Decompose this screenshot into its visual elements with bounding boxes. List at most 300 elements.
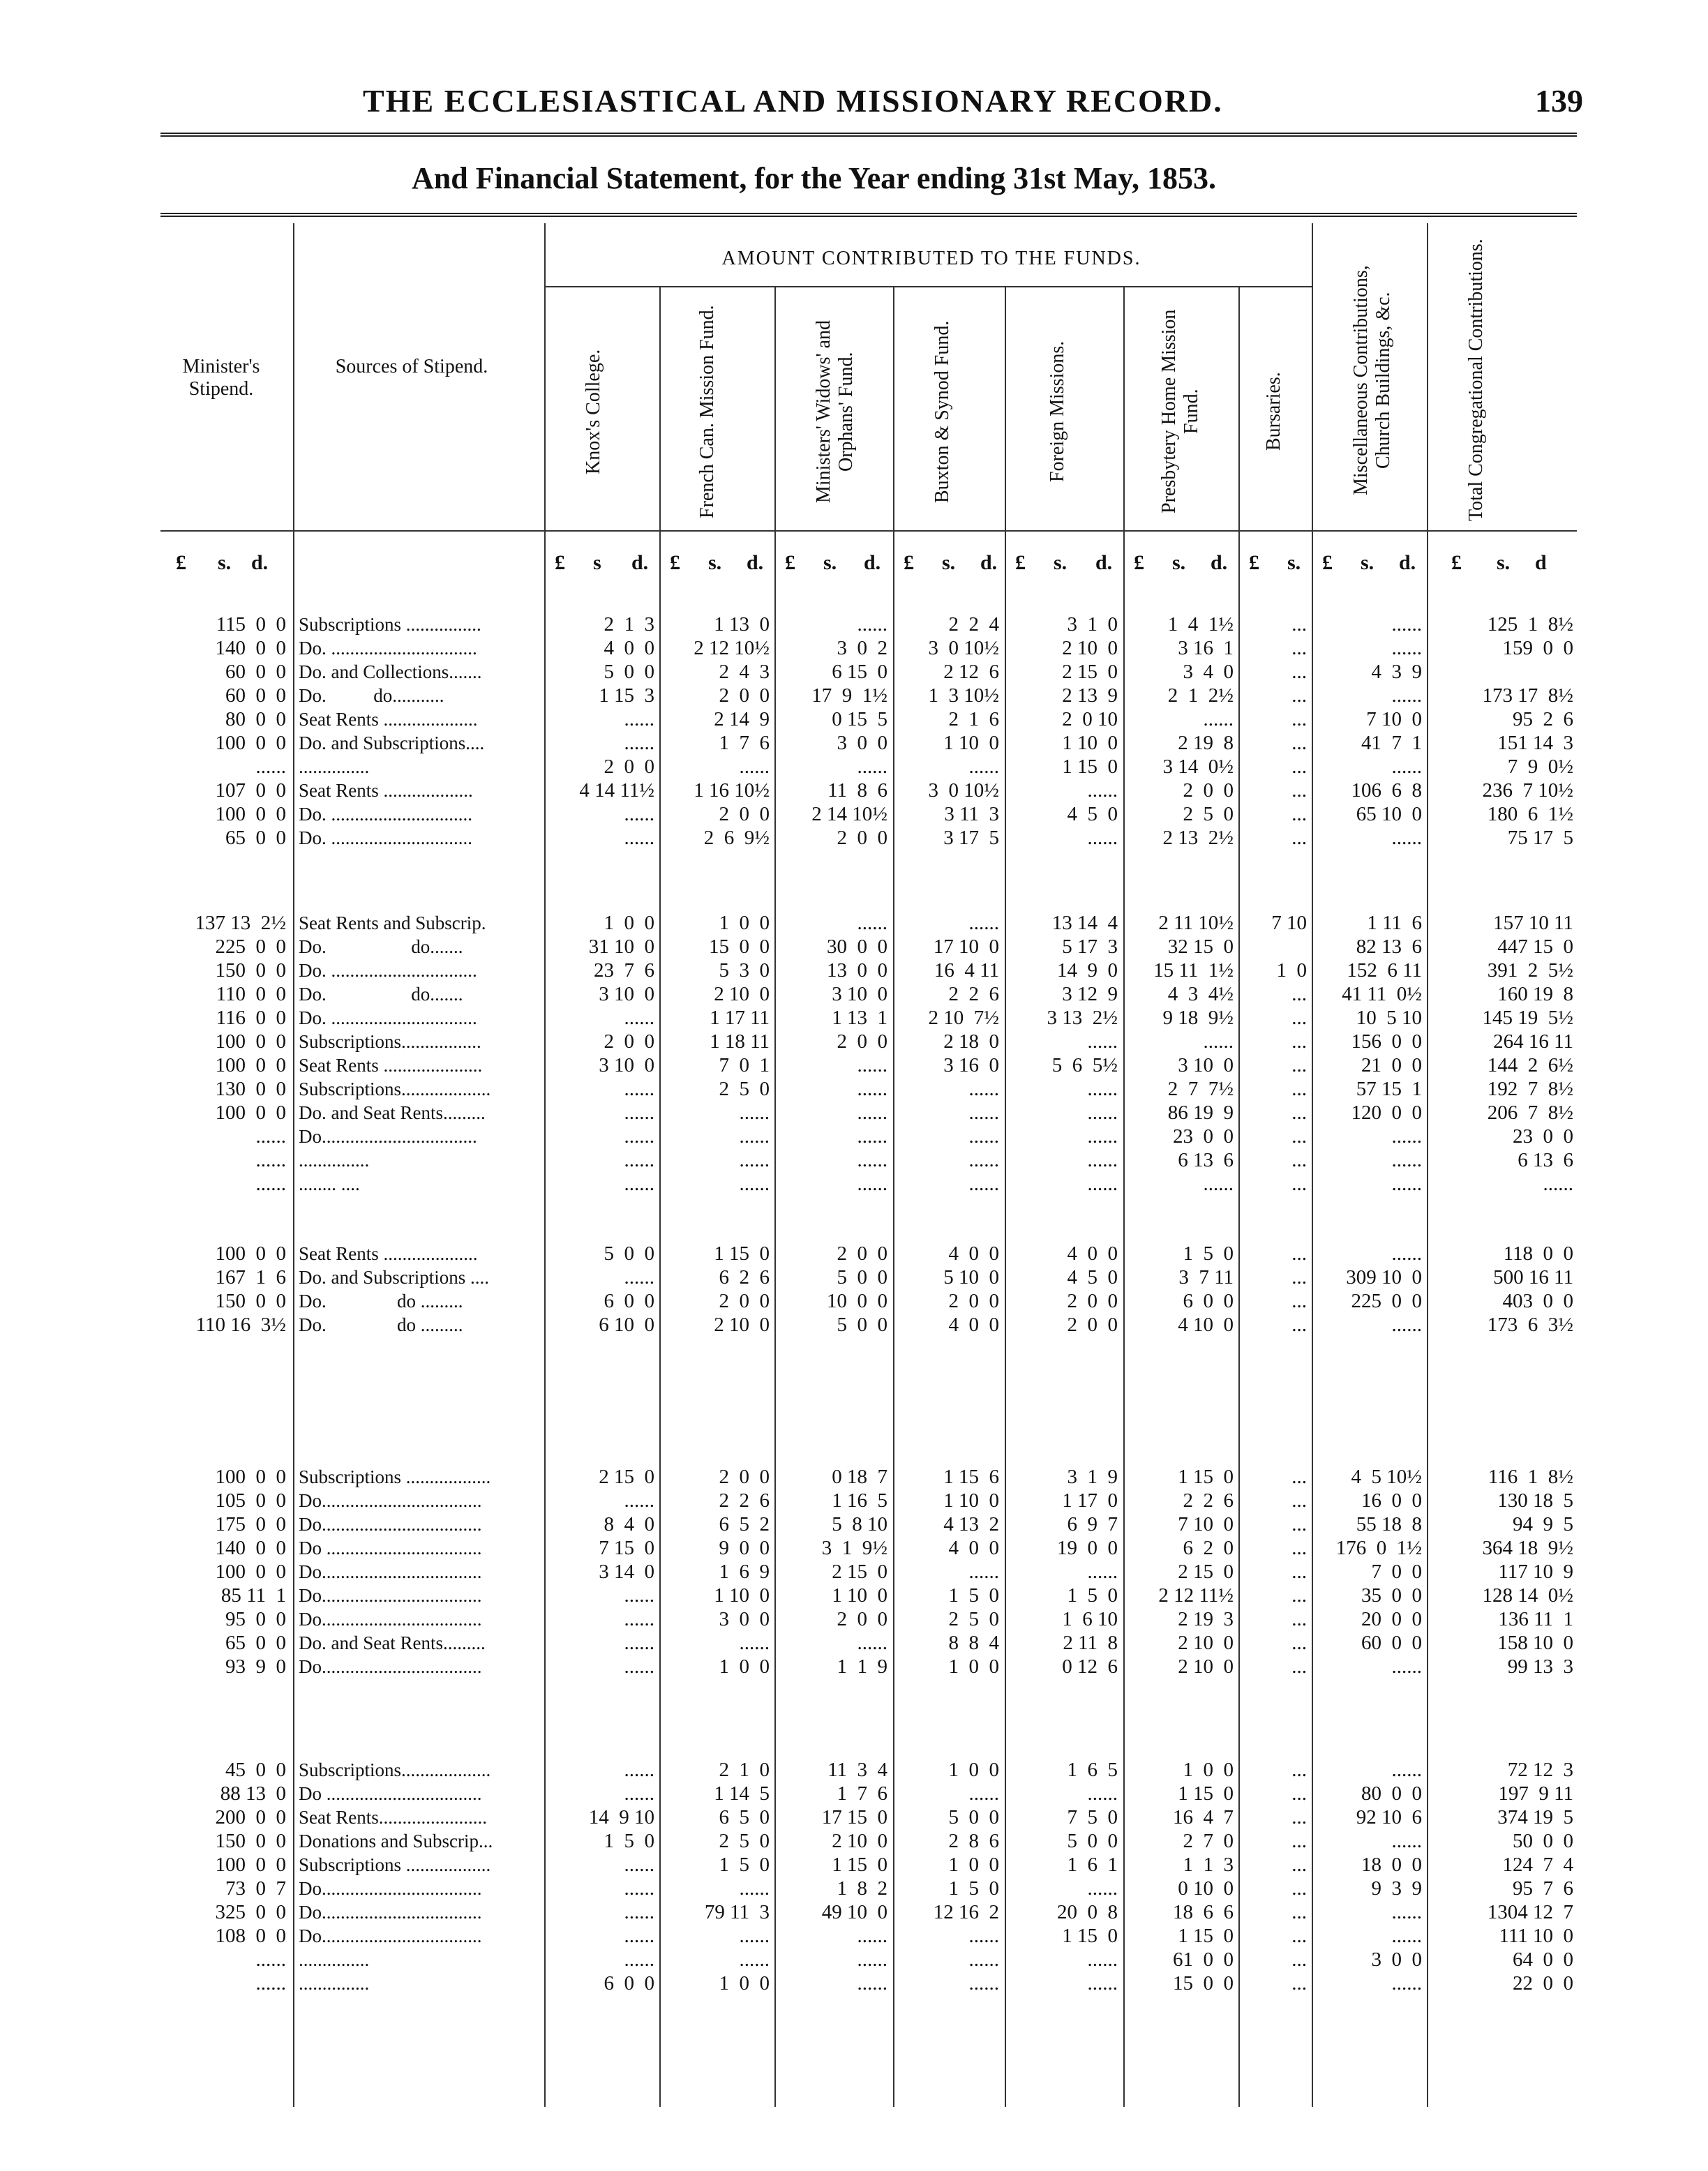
cell-buxton: 16 4 11	[934, 959, 999, 982]
cell-buxton: 2 2 4	[948, 613, 999, 636]
cell-stipend: ......	[255, 1125, 286, 1148]
cell-widows: 5 0 0	[837, 1266, 887, 1289]
cell-stipend: 95 0 0	[225, 1608, 286, 1630]
cell-burs: ...	[1291, 684, 1307, 707]
cell-widows: ......	[857, 1173, 887, 1195]
cell-total: 23 0 0	[1513, 1125, 1573, 1148]
cell-stipend: 115 0 0	[216, 613, 286, 636]
cell-foreign: 2 15 0	[1062, 661, 1118, 683]
cell-buxton: 17 10 0	[933, 936, 999, 958]
cell-french: ......	[739, 1877, 770, 1900]
cell-stipend: 45 0 0	[225, 1759, 286, 1781]
cell-misc: ......	[1391, 637, 1422, 659]
cell-widows: 3 0 0	[837, 732, 887, 754]
cell-misc: ......	[1391, 1125, 1422, 1148]
fund-header-knox: Knox's College.	[583, 349, 604, 474]
unit-label: s.	[708, 551, 722, 574]
cell-presb: 6 2 0	[1183, 1537, 1234, 1559]
cell-foreign: ......	[1087, 1972, 1118, 1995]
cell-foreign: 1 6 10	[1062, 1608, 1118, 1630]
cell-presb: 3 7 11	[1178, 1266, 1234, 1289]
cell-widows: 2 14 10½	[811, 803, 887, 825]
cell-burs: ...	[1291, 756, 1307, 778]
cell-widows: 3 10 0	[832, 983, 887, 1005]
cell-foreign: 5 6 5½	[1051, 1054, 1118, 1076]
cell-stipend: 100 0 0	[215, 732, 286, 754]
cell-source: Do. ..............................	[299, 804, 472, 825]
cell-buxton: 1 10 0	[943, 732, 999, 754]
cell-misc: ......	[1391, 1759, 1422, 1781]
cell-burs: ...	[1291, 1149, 1307, 1171]
cell-stipend: 110 0 0	[216, 983, 286, 1005]
cell-stipend: 200 0 0	[215, 1806, 286, 1828]
cell-total: 95 7 6	[1513, 1877, 1573, 1900]
cell-misc: ......	[1391, 1830, 1422, 1852]
cell-buxton: ......	[968, 1125, 999, 1148]
cell-buxton: 3 17 5	[943, 827, 999, 849]
fund-header-widows: Ministers' Widows' and Orphans' Fund.	[813, 320, 857, 503]
cell-stipend: 150 0 0	[215, 959, 286, 982]
cell-misc: 3 0 0	[1371, 1948, 1422, 1971]
cell-knox: ......	[624, 1655, 654, 1678]
cell-french: 1 6 9	[719, 1561, 770, 1583]
cell-french: 2 12 10½	[694, 637, 770, 659]
cell-stipend: 88 13 0	[220, 1782, 286, 1805]
cell-foreign: ......	[1087, 827, 1118, 849]
cell-stipend: 116 0 0	[216, 1007, 286, 1029]
cell-french: 2 2 6	[719, 1489, 770, 1512]
unit-label: £	[785, 551, 795, 574]
cell-stipend: 85 11 1	[220, 1584, 286, 1607]
column-rule	[1427, 223, 1428, 2107]
cell-french: 5 3 0	[719, 959, 770, 982]
cell-total: 500 16 11	[1493, 1266, 1573, 1289]
cell-buxton: ......	[968, 912, 999, 934]
cell-stipend: 140 0 0	[215, 637, 286, 659]
cell-widows: 1 8 2	[837, 1877, 887, 1900]
cell-widows: 1 16 5	[832, 1489, 887, 1512]
cell-burs: ...	[1291, 1030, 1307, 1053]
cell-source: ...............	[299, 1973, 370, 1994]
cell-total: 72 12 3	[1507, 1759, 1573, 1781]
cell-misc: 4 3 9	[1371, 661, 1422, 683]
cell-total: 116 1 8½	[1488, 1466, 1573, 1488]
unit-label: s.	[942, 551, 956, 574]
cell-source: Do. and Subscriptions....	[299, 733, 485, 753]
cell-misc: ......	[1391, 1242, 1422, 1265]
cell-french: 2 0 0	[719, 684, 770, 707]
cell-widows: 0 18 7	[832, 1466, 887, 1488]
cell-foreign: ......	[1087, 1030, 1118, 1053]
cell-presb: 15 0 0	[1173, 1972, 1234, 1995]
cell-source: Do. do.......	[299, 936, 463, 957]
cell-foreign: 1 6 1	[1067, 1854, 1118, 1876]
amount-group-rule	[544, 286, 1312, 287]
cell-knox: 3 10 0	[599, 983, 654, 1005]
cell-source: Subscriptions...................	[299, 1759, 491, 1780]
cell-widows: 49 10 0	[821, 1901, 887, 1923]
cell-source: Seat Rents ...................	[299, 780, 473, 801]
column-rule	[1312, 223, 1313, 2107]
cell-knox: 5 0 0	[604, 661, 654, 683]
cell-misc: 55 18 8	[1356, 1513, 1422, 1535]
cell-knox: 2 0 0	[604, 1030, 654, 1053]
cell-french: 1 18 11	[710, 1030, 770, 1053]
unit-label: s.	[1361, 551, 1374, 574]
cell-presb: 61 0 0	[1173, 1948, 1234, 1971]
cell-buxton: 1 15 6	[943, 1466, 999, 1488]
cell-total: 118 0 0	[1503, 1242, 1573, 1265]
cell-burs: ...	[1291, 983, 1307, 1005]
cell-french: 1 17 11	[710, 1007, 770, 1029]
cell-presb: 3 16 1	[1178, 637, 1234, 659]
cell-misc: ......	[1391, 1173, 1422, 1195]
cell-foreign: 1 15 0	[1062, 756, 1118, 778]
cell-french: ......	[739, 1125, 770, 1148]
unit-label: £	[1322, 551, 1333, 574]
cell-foreign: 1 5 0	[1067, 1584, 1118, 1607]
cell-misc: ......	[1391, 1972, 1422, 1995]
cell-burs: ...	[1291, 1242, 1307, 1265]
cell-buxton: 1 0 0	[948, 1854, 999, 1876]
cell-total: 236 7 10½	[1482, 779, 1573, 802]
cell-french: ......	[739, 1632, 770, 1654]
cell-foreign: 5 17 3	[1062, 936, 1118, 958]
cell-stipend: 93 9 0	[225, 1655, 286, 1678]
cell-burs: ...	[1291, 1561, 1307, 1583]
cell-source: Seat Rents ....................	[299, 709, 478, 730]
cell-total: 64 0 0	[1513, 1948, 1573, 1971]
cell-presb: 3 14 0½	[1162, 756, 1234, 778]
cell-total: 173 17 8½	[1482, 684, 1573, 707]
cell-stipend: 137 13 2½	[195, 912, 286, 934]
cell-widows: 2 0 0	[837, 1608, 887, 1630]
cell-foreign: 13 14 4	[1051, 912, 1118, 934]
cell-source: Do. ...............................	[299, 1007, 477, 1028]
cell-source: ...............	[299, 756, 370, 777]
cell-widows: 6 15 0	[832, 661, 887, 683]
cell-stipend: 150 0 0	[215, 1290, 286, 1312]
cell-french: 3 0 0	[719, 1608, 770, 1630]
cell-widows: 0 15 5	[832, 708, 887, 730]
cell-total: 6 13 6	[1518, 1149, 1573, 1171]
cell-buxton: 2 8 6	[948, 1830, 999, 1852]
cell-burs: ...	[1291, 1759, 1307, 1781]
cell-foreign: ......	[1087, 1173, 1118, 1195]
cell-source: Do. ...............................	[299, 638, 477, 659]
cell-french: 2 5 0	[719, 1830, 770, 1852]
cell-buxton: 4 0 0	[948, 1537, 999, 1559]
cell-widows: 2 15 0	[832, 1561, 887, 1583]
cell-knox: ......	[624, 1173, 654, 1195]
cell-knox: ......	[624, 1584, 654, 1607]
cell-misc: 92 10 6	[1356, 1806, 1422, 1828]
cell-knox: ......	[624, 1078, 654, 1100]
cell-foreign: 2 10 0	[1062, 637, 1118, 659]
cell-buxton: 2 5 0	[948, 1608, 999, 1630]
cell-misc: ......	[1391, 613, 1422, 636]
cell-total: 364 18 9½	[1482, 1537, 1573, 1559]
cell-stipend: 107 0 0	[215, 779, 286, 802]
cell-buxton: 1 3 10½	[928, 684, 999, 707]
cell-total: 117 10 9	[1498, 1561, 1573, 1583]
cell-presb: 2 7 0	[1183, 1830, 1234, 1852]
unit-label: d.	[1211, 551, 1228, 574]
cell-french: 1 0 0	[719, 1655, 770, 1678]
cell-misc: ......	[1391, 827, 1422, 849]
cell-widows: 1 7 6	[837, 1782, 887, 1805]
fund-header-bursaries: Bursaries.	[1263, 372, 1284, 451]
cell-presb: 6 13 6	[1178, 1149, 1234, 1171]
cell-source: Do. do .........	[299, 1314, 463, 1335]
cell-widows: ......	[857, 1972, 887, 1995]
cell-source: Do..................................	[299, 1902, 482, 1923]
unit-label: d.	[980, 551, 998, 574]
cell-knox: ......	[624, 1266, 654, 1289]
cell-misc: 80 0 0	[1361, 1782, 1422, 1805]
cell-knox: 8 4 0	[604, 1513, 654, 1535]
cell-buxton: 2 10 7½	[928, 1007, 999, 1029]
cell-knox: 1 15 3	[599, 684, 654, 707]
cell-widows: ......	[857, 1948, 887, 1971]
cell-total: 160 19 8	[1497, 983, 1573, 1005]
cell-widows: ......	[857, 1102, 887, 1124]
cell-knox: 5 0 0	[604, 1242, 654, 1265]
cell-stipend: 130 0 0	[215, 1078, 286, 1100]
cell-widows: 1 13 1	[832, 1007, 887, 1029]
unit-label: s	[593, 551, 601, 574]
cell-misc: 9 3 9	[1371, 1877, 1422, 1900]
cell-knox: ......	[624, 1632, 654, 1654]
cell-french: 2 5 0	[719, 1078, 770, 1100]
cell-knox: ......	[624, 1782, 654, 1805]
cell-burs: ...	[1291, 1806, 1307, 1828]
cell-total: 50 0 0	[1513, 1830, 1573, 1852]
cell-stipend: 73 0 7	[225, 1877, 286, 1900]
cell-widows: ......	[857, 912, 887, 934]
cell-misc: 41 11 0½	[1342, 983, 1422, 1005]
cell-foreign: 2 0 10	[1062, 708, 1118, 730]
cell-total: 144 2 6½	[1487, 1054, 1573, 1076]
cell-source: Do..................................	[299, 1878, 482, 1899]
cell-presb: 2 19 3	[1178, 1608, 1234, 1630]
cell-french: 2 1 0	[719, 1759, 770, 1781]
cell-total: 130 18 5	[1497, 1489, 1573, 1512]
cell-buxton: 3 0 10½	[928, 637, 999, 659]
cell-foreign: 1 10 0	[1062, 732, 1118, 754]
cell-burs: ...	[1291, 1877, 1307, 1900]
cell-total: 7 9 0½	[1507, 756, 1573, 778]
cell-source: Subscriptions ................	[299, 614, 481, 635]
cell-presb: ......	[1203, 1030, 1234, 1053]
cell-widows: 30 0 0	[827, 936, 887, 958]
cell-burs: ...	[1291, 1972, 1307, 1995]
cell-total: 391 2 5½	[1487, 959, 1573, 982]
top-rule	[160, 133, 1577, 137]
cell-french: 9 0 0	[719, 1537, 770, 1559]
cell-buxton: ......	[968, 1948, 999, 1971]
cell-misc: ......	[1391, 1314, 1422, 1336]
cell-buxton: 1 10 0	[943, 1489, 999, 1512]
cell-misc: 7 0 0	[1371, 1561, 1422, 1583]
cell-french: 2 6 9½	[703, 827, 770, 849]
cell-stipend: ......	[255, 1972, 286, 1995]
cell-misc: 20 0 0	[1361, 1608, 1422, 1630]
cell-misc: 16 0 0	[1361, 1489, 1422, 1512]
cell-misc: ......	[1391, 1655, 1422, 1678]
cell-french: ......	[739, 1102, 770, 1124]
cell-buxton: ......	[968, 756, 999, 778]
cell-knox: ......	[624, 803, 654, 825]
cell-source: Do. ..............................	[299, 827, 472, 848]
column-rule	[1123, 286, 1125, 2107]
cell-total: 145 19 5½	[1482, 1007, 1573, 1029]
cell-stipend: 167 1 6	[215, 1266, 286, 1289]
cell-foreign: 4 5 0	[1067, 803, 1118, 825]
cell-misc: 309 10 0	[1346, 1266, 1422, 1289]
cell-foreign: 14 9 0	[1057, 959, 1118, 982]
cell-widows: ......	[857, 1632, 887, 1654]
cell-french: 2 14 9	[714, 708, 770, 730]
cell-knox: ......	[624, 1102, 654, 1124]
cell-buxton: 1 5 0	[948, 1584, 999, 1607]
unit-label: d.	[1399, 551, 1416, 574]
cell-misc: 176 0 1½	[1335, 1537, 1422, 1559]
unit-label: d.	[631, 551, 649, 574]
unit-label: £	[1249, 551, 1259, 574]
amount-group-header: AMOUNT CONTRIBUTED TO THE FUNDS.	[721, 248, 1141, 269]
cell-source: Do.................................	[299, 1126, 477, 1147]
cell-total: 197 9 11	[1498, 1782, 1573, 1805]
cell-buxton: 1 5 0	[948, 1877, 999, 1900]
cell-buxton: 5 0 0	[948, 1806, 999, 1828]
cell-presb: 6 0 0	[1183, 1290, 1234, 1312]
cell-total: ......	[1543, 1173, 1573, 1195]
cell-knox: ......	[624, 1125, 654, 1148]
cell-source: Subscriptions.................	[299, 1031, 481, 1052]
cell-foreign: 6 9 7	[1067, 1513, 1118, 1535]
cell-burs: ...	[1291, 1655, 1307, 1678]
cell-widows: 2 0 0	[837, 827, 887, 849]
unit-label: d.	[747, 551, 764, 574]
page-number: 139	[1535, 83, 1583, 119]
cell-buxton: 2 0 0	[948, 1290, 999, 1312]
unit-label: £	[904, 551, 914, 574]
cell-presb: 16 4 7	[1173, 1806, 1234, 1828]
cell-foreign: 3 1 9	[1067, 1466, 1118, 1488]
cell-total: 403 0 0	[1502, 1290, 1573, 1312]
cell-presb: 1 15 0	[1178, 1466, 1234, 1488]
cell-source: Subscriptions ..................	[299, 1854, 491, 1875]
cell-burs: ...	[1291, 1925, 1307, 1947]
cell-widows: 1 15 0	[832, 1854, 887, 1876]
cell-presb: 2 0 0	[1183, 779, 1234, 802]
cell-widows: ......	[857, 613, 887, 636]
cell-buxton: 2 1 6	[948, 708, 999, 730]
cell-burs: ...	[1291, 1948, 1307, 1971]
cell-presb: 23 0 0	[1173, 1125, 1234, 1148]
cell-presb: 3 10 0	[1178, 1054, 1234, 1076]
cell-buxton: 2 2 6	[948, 983, 999, 1005]
cell-total: 125 1 8½	[1487, 613, 1573, 636]
cell-widows: ......	[857, 1054, 887, 1076]
cell-source: Donations and Subscrip...	[299, 1831, 493, 1851]
cell-presb: 1 5 0	[1183, 1242, 1234, 1265]
cell-misc: ......	[1391, 1901, 1422, 1923]
cell-source: Do..................................	[299, 1514, 482, 1535]
cell-knox: ......	[624, 1759, 654, 1781]
cell-french: 1 16 10½	[694, 779, 770, 802]
cell-knox: 3 10 0	[599, 1054, 654, 1076]
column-rule	[893, 286, 894, 2107]
cell-burs: ...	[1291, 1901, 1307, 1923]
fund-header-buxton: Buxton & Synod Fund.	[931, 320, 953, 503]
cell-presb: 2 13 2½	[1162, 827, 1234, 849]
cell-knox: ......	[624, 732, 654, 754]
cell-buxton: 4 0 0	[948, 1242, 999, 1265]
cell-knox: ......	[624, 1854, 654, 1876]
unit-label: s.	[823, 551, 837, 574]
unit-label: £	[176, 551, 186, 574]
cell-source: Do..................................	[299, 1609, 482, 1630]
cell-foreign: ......	[1087, 1078, 1118, 1100]
cell-stipend: 175 0 0	[215, 1513, 286, 1535]
cell-presb: 1 4 1½	[1167, 613, 1234, 636]
cell-foreign: ......	[1087, 1149, 1118, 1171]
cell-foreign: ......	[1087, 1948, 1118, 1971]
fund-header-french: French Can. Mission Fund.	[696, 305, 718, 518]
cell-buxton: ......	[968, 1972, 999, 1995]
cell-misc: 57 15 1	[1356, 1078, 1422, 1100]
cell-burs: ...	[1291, 1290, 1307, 1312]
cell-total: 124 7 4	[1502, 1854, 1573, 1876]
cell-knox: ......	[624, 1925, 654, 1947]
cell-foreign: 1 6 5	[1067, 1759, 1118, 1781]
cell-french: ......	[739, 1173, 770, 1195]
cell-total: 22 0 0	[1513, 1972, 1573, 1995]
cell-presb: 2 1 2½	[1167, 684, 1234, 707]
cell-presb: 2 10 0	[1178, 1655, 1234, 1678]
cell-buxton: ......	[968, 1173, 999, 1195]
cell-knox: 2 15 0	[599, 1466, 654, 1488]
cell-french: 1 14 5	[714, 1782, 770, 1805]
unit-label: s.	[1287, 551, 1301, 574]
cell-french: 15 0 0	[709, 936, 770, 958]
cell-foreign: 1 15 0	[1062, 1925, 1118, 1947]
cell-source: Do..................................	[299, 1585, 482, 1606]
cell-widows: 1 1 9	[837, 1655, 887, 1678]
cell-source: Do. do .........	[299, 1291, 463, 1312]
cell-foreign: 4 5 0	[1067, 1266, 1118, 1289]
cell-french: 1 13 0	[714, 613, 770, 636]
cell-burs: ...	[1291, 1266, 1307, 1289]
unit-label: s.	[1497, 551, 1511, 574]
cell-burs: ...	[1291, 1584, 1307, 1607]
cell-presb: 7 10 0	[1178, 1513, 1234, 1535]
cell-foreign: ......	[1087, 1782, 1118, 1805]
cell-french: ......	[739, 1149, 770, 1171]
cell-stipend: 100 0 0	[215, 1854, 286, 1876]
cell-burs: ...	[1291, 1489, 1307, 1512]
cell-stipend: 140 0 0	[215, 1537, 286, 1559]
cell-foreign: 3 13 2½	[1047, 1007, 1118, 1029]
cell-total: 158 10 0	[1497, 1632, 1573, 1654]
cell-knox: ......	[624, 1948, 654, 1971]
cell-french: 2 0 0	[719, 1290, 770, 1312]
cell-misc: 18 0 0	[1361, 1854, 1422, 1876]
cell-foreign: 3 1 0	[1067, 613, 1118, 636]
cell-buxton: ......	[968, 1102, 999, 1124]
